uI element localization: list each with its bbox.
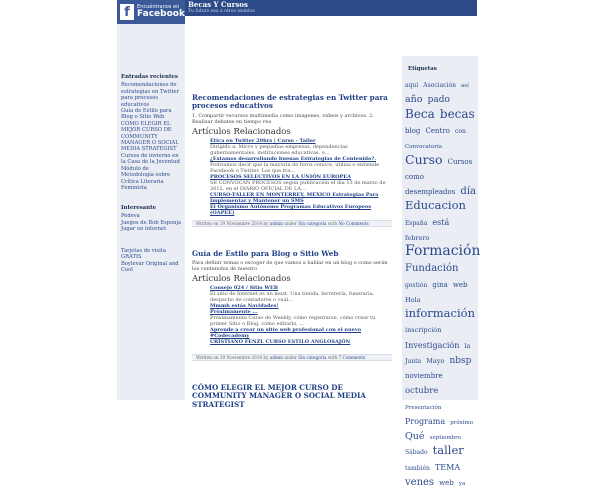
related-article bbox=[210, 138, 392, 156]
tag-link[interactable]: Mayo bbox=[426, 356, 445, 365]
site-header bbox=[185, 0, 477, 16]
tag-link[interactable]: inscripción bbox=[405, 326, 442, 335]
tags-title: Etiquetas bbox=[408, 66, 437, 72]
tag-link[interactable]: nbsp bbox=[449, 355, 472, 366]
post-title-link[interactable]: Guía de Estilo para Blog o Sitio Web bbox=[192, 249, 339, 258]
related-article-snippet: El sitio de Internet es un must. Una tienda, ferretería, funeraria, despacho de contadores o cual... bbox=[210, 291, 375, 304]
meta-by-prefix: by bbox=[263, 221, 269, 226]
meta-by-prefix: by bbox=[263, 355, 269, 360]
site-description: Tu futuro esa a otros asuntos bbox=[188, 9, 255, 14]
meta-with-prefix: with bbox=[327, 221, 338, 226]
recent-posts-title: Entradas recientes bbox=[121, 74, 178, 80]
related-article-link[interactable]: Próximamente ... bbox=[210, 309, 258, 316]
tag-link[interactable]: Qué bbox=[405, 431, 425, 443]
related-article-link[interactable]: El Organismo Autónomo Programas Educativos Europeos (OAPEE) bbox=[210, 203, 372, 216]
post bbox=[192, 384, 392, 409]
meta-date: 19 Noviembre 2014 bbox=[219, 355, 263, 360]
extra-links-widget bbox=[121, 248, 183, 274]
meta-comments-link[interactable]: 7 Comments bbox=[338, 355, 366, 360]
meta-under-prefix: under bbox=[284, 355, 297, 360]
tag-link[interactable]: año bbox=[405, 94, 423, 106]
tag-link[interactable]: Investigación bbox=[405, 340, 460, 350]
related-article bbox=[210, 204, 392, 216]
tag-link[interactable]: gestión bbox=[405, 281, 428, 289]
tag-link[interactable]: Presentación bbox=[405, 404, 442, 411]
facebook-badge[interactable] bbox=[117, 0, 185, 24]
related-article-link[interactable]: Ética en Twitter 20hrs | Curso - Taller bbox=[210, 137, 316, 144]
related-articles-list bbox=[210, 138, 392, 216]
meta-author-link[interactable]: admin bbox=[269, 355, 283, 360]
tag-link[interactable]: información bbox=[405, 306, 475, 321]
tag-link[interactable]: así bbox=[461, 83, 469, 89]
interesante-widget bbox=[121, 205, 183, 233]
recent-post-link[interactable]: Módulo de Metodología sobre Crítica Literaria Feminista bbox=[121, 165, 171, 191]
related-articles-list bbox=[210, 285, 392, 345]
facebook-icon: f bbox=[120, 4, 134, 20]
meta-with-prefix: with bbox=[327, 355, 338, 360]
facebook-badge-line2: Facebook bbox=[137, 9, 185, 19]
extra-link[interactable]: Boylevar Original and Cool bbox=[121, 260, 179, 274]
facebook-badge-text bbox=[137, 5, 185, 19]
related-article-link[interactable]: CRISTIANO FENZL CURSO ESTILO ANGLOSAJÓN bbox=[210, 339, 351, 346]
tag-link[interactable]: como bbox=[405, 172, 424, 181]
meta-written-prefix: Written on bbox=[196, 355, 219, 360]
tag-link[interactable]: próximo bbox=[450, 419, 474, 426]
tag-link[interactable]: con bbox=[455, 128, 466, 136]
tag-link[interactable]: Sábado bbox=[405, 449, 428, 457]
tag-link[interactable]: febrero bbox=[405, 233, 430, 242]
tag-link[interactable]: Junta bbox=[405, 357, 422, 365]
tag-link[interactable]: octubre bbox=[405, 386, 439, 397]
tag-link[interactable]: gina bbox=[432, 280, 448, 289]
left-sidebar bbox=[117, 24, 185, 400]
related-article-snippet: Dirigido a: Micro y pequeñas empresas, dependencias gubernamentales, instituciones educativas, o... bbox=[210, 143, 348, 156]
interesante-title: Interesante bbox=[121, 205, 156, 211]
tag-link[interactable]: noviembre bbox=[405, 372, 443, 381]
post-meta bbox=[192, 220, 392, 227]
tag-link[interactable]: Fundación bbox=[405, 263, 459, 275]
recent-posts-widget bbox=[121, 74, 183, 191]
tag-link[interactable]: pado bbox=[427, 95, 450, 106]
tag-link[interactable]: taller bbox=[432, 443, 464, 458]
related-article-link[interactable]: Consejo 024 / Sitio WEB bbox=[210, 285, 279, 292]
tag-link[interactable]: blog bbox=[405, 127, 421, 136]
related-article bbox=[210, 156, 392, 174]
post bbox=[192, 94, 392, 216]
related-article bbox=[210, 309, 392, 327]
tag-link[interactable]: Beca bbox=[405, 106, 435, 121]
related-articles-heading: Artículos Relacionados bbox=[192, 274, 291, 285]
right-sidebar bbox=[402, 56, 481, 488]
meta-date: 19 Noviembre 2014 bbox=[219, 221, 263, 226]
related-article-snippet: Podríamos decir que la mayoría de foros conoce, utiliza o entiende Facebook o Twitter. Los que tra... bbox=[210, 161, 380, 174]
tag-link[interactable]: Curso bbox=[405, 151, 443, 167]
facebook-badge-line1: Encuéntranos en bbox=[137, 4, 180, 10]
related-articles-heading: Artículos Relacionados bbox=[192, 126, 291, 137]
recent-post-link[interactable]: CÓMO ELEGIR EL MEJOR CURSO DE COMMUNITY MANAGER O SOCIAL MEDIA STRATEGIST bbox=[121, 120, 179, 153]
tag-link[interactable]: venes bbox=[405, 476, 435, 488]
related-article-snippet: SE CONVOCAN PROCESOS según publicación el día 13 de marzo de 2012, en el DIARIO OFICIAL DE LA... bbox=[210, 179, 386, 192]
tag-cloud bbox=[405, 74, 481, 488]
meta-author-link[interactable]: admin bbox=[269, 221, 283, 226]
meta-written-prefix: Written on bbox=[196, 221, 219, 226]
related-article-link[interactable]: CURSO-TALLER EN MONTERREY, MÉXICO Estrategias Para Implementar y Mantener un SMS bbox=[210, 191, 379, 204]
related-article-link[interactable]: ¿Estamos desarrollando buenas Estrategias de Contenido?. bbox=[210, 155, 376, 162]
related-article bbox=[210, 339, 392, 345]
tag-link[interactable]: ya bbox=[458, 480, 466, 487]
post-excerpt: Para definir temas o escoger de que vamos a hablar en un blog o como serán los contenidos de nuestro bbox=[192, 260, 388, 273]
recent-post-link[interactable]: Cursos de invierno en la Casa de la Juventud bbox=[121, 152, 180, 166]
related-article-link[interactable]: PROCESOS SELECTIVOS EN LA UNIÓN EUROPEA bbox=[210, 173, 351, 180]
related-article bbox=[210, 285, 392, 303]
tag-link[interactable]: Educacion bbox=[405, 198, 466, 213]
interesante-link[interactable]: Jugar en internet bbox=[121, 226, 167, 233]
post-excerpt: 1. Compartir recursos multimedia como imágenes, videos y archivos. 2. Realizar debates en tiempo rea bbox=[192, 112, 374, 125]
tag-link[interactable]: España bbox=[405, 219, 428, 227]
meta-under-prefix: under bbox=[284, 221, 297, 226]
tag-link[interactable]: aqui bbox=[405, 82, 419, 89]
tag-link[interactable]: web bbox=[452, 280, 468, 289]
tag-link[interactable]: día bbox=[460, 185, 476, 197]
tag-link[interactable]: web bbox=[439, 478, 454, 487]
post bbox=[192, 250, 392, 345]
post-title-link[interactable]: CÓMO ELEGIR EL MEJOR CURSO DE COMMUNITY MANAGER O SOCIAL MEDIA STRATEGIST bbox=[192, 383, 366, 409]
related-article bbox=[210, 327, 392, 339]
related-article-snippet: Próximamente Curso de Weebly, cómo registrarse, cómo crear tu primer Sitio o Blog, cómo editarlo, ... bbox=[210, 315, 376, 328]
tag-link[interactable]: becas bbox=[439, 106, 475, 121]
interesante-link[interactable]: Juegos de Bob Esponja bbox=[121, 219, 182, 226]
tag-link[interactable]: desempleados bbox=[405, 187, 456, 196]
interesante-link[interactable]: Pedeva bbox=[121, 213, 140, 220]
tag-link[interactable]: Hola bbox=[405, 295, 421, 304]
post-meta bbox=[192, 354, 392, 361]
related-article-link[interactable]: Mmmh estás Navidades! bbox=[210, 303, 279, 310]
recent-post-link[interactable]: Recomendaciones de estrategias en Twitter para procesos educativos bbox=[121, 82, 180, 108]
tag-link[interactable]: Formación bbox=[405, 243, 481, 259]
extra-link[interactable]: Tarjetas de visita GRATIS bbox=[121, 248, 166, 261]
related-article bbox=[210, 174, 392, 192]
tag-link[interactable]: Convocatoria bbox=[405, 144, 443, 151]
tag-link[interactable]: TEMA bbox=[434, 462, 461, 472]
tag-link[interactable]: Asociación bbox=[423, 82, 456, 89]
tag-link[interactable]: Cursos bbox=[447, 157, 473, 166]
meta-comments-link[interactable]: No Comments bbox=[338, 221, 369, 226]
related-article bbox=[210, 192, 392, 204]
tag-link[interactable]: Centro bbox=[425, 127, 450, 136]
recent-post-link[interactable]: Guía de Estilo para Blog o Sitio Web bbox=[121, 108, 172, 121]
tag-link[interactable]: también bbox=[405, 464, 430, 472]
meta-category-link[interactable]: Sin categoría bbox=[298, 355, 327, 360]
tag-link[interactable]: septiembre bbox=[429, 435, 462, 442]
tag-link[interactable]: la bbox=[464, 341, 471, 350]
tag-link[interactable]: Programa bbox=[405, 416, 446, 426]
site-title[interactable]: Becas Y Cursos bbox=[188, 0, 248, 9]
related-article-link[interactable]: Aprende a crear un sitio web profesional con el nuevo #Codecademy bbox=[210, 327, 362, 340]
post-title-link[interactable]: Recomendaciones de estrategias en Twitter para procesos educativos bbox=[192, 93, 388, 111]
meta-category-link[interactable]: Sin categoría bbox=[298, 221, 327, 226]
tag-link[interactable]: está bbox=[432, 217, 450, 227]
